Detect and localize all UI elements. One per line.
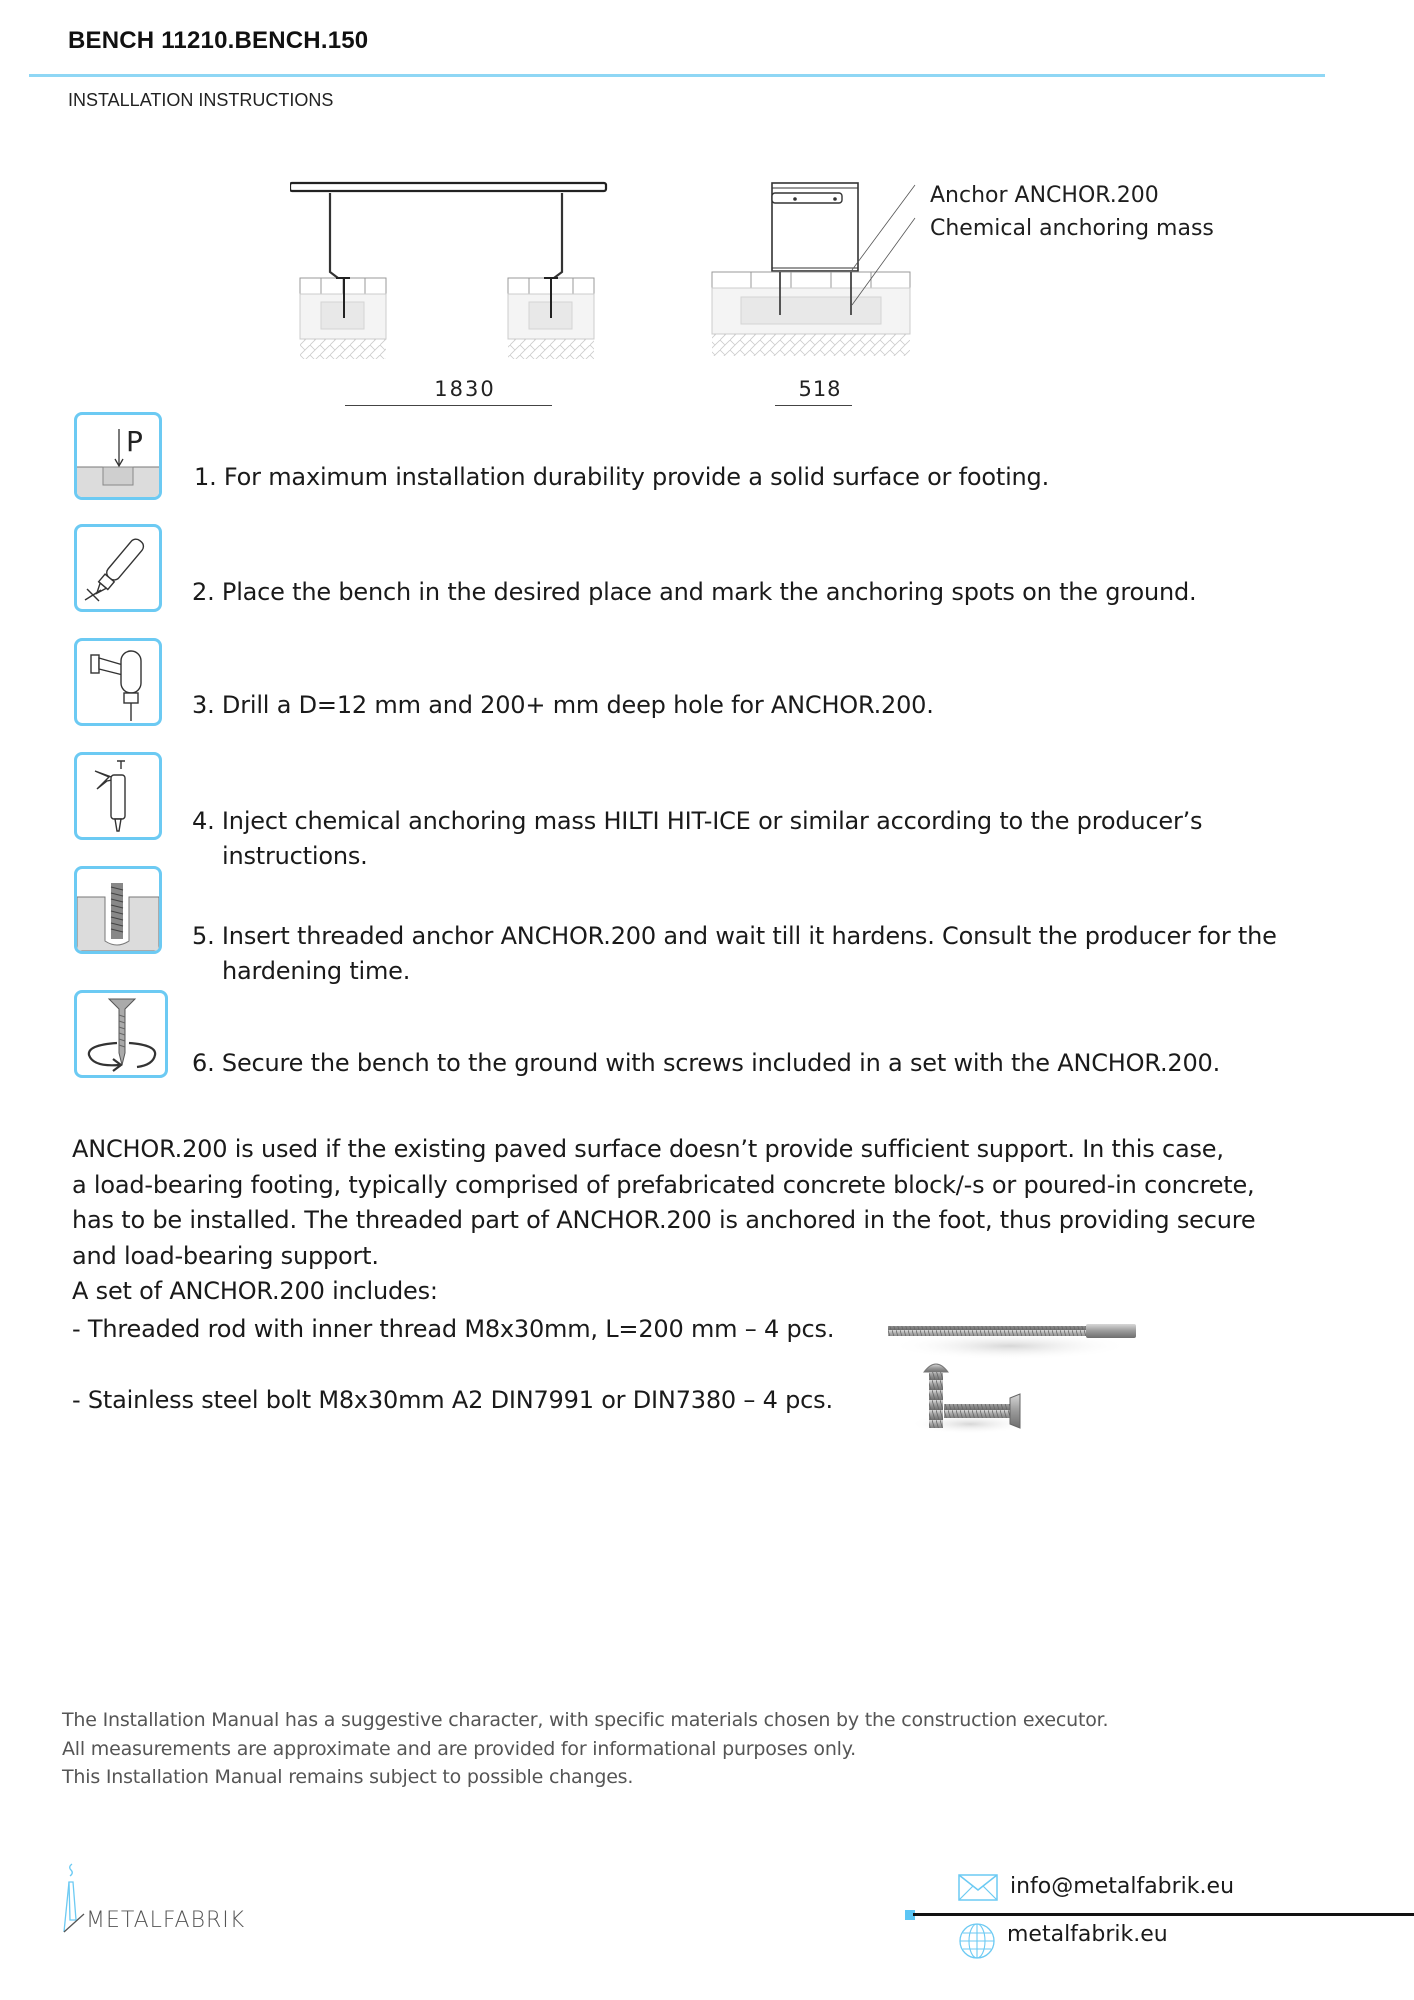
bench-front-view-drawing [290,175,630,365]
left-footing [300,278,386,359]
document-title: BENCH 11210.BENCH.150 [68,27,369,54]
svg-text:P: P [126,425,143,458]
disclaimer-line: The Installation Manual has a suggestive character, with specific materials chosen by the construction executor. [62,1709,1109,1731]
callout-chemical-mass: Chemical anchoring mass [930,216,1214,241]
bench-side-view-drawing [700,180,940,360]
disclaimer-line: All measurements are approximate and are provided for informational purposes only. [62,1737,856,1760]
header-divider [29,74,1325,77]
step-3-text: 3. Drill a D=12 mm and 200+ mm deep hole for ANCHOR.200. [192,691,934,719]
callout-anchor: Anchor ANCHOR.200 [930,183,1159,208]
set-item-bolt: - Stainless steel bolt M8x30mm A2 DIN7991 or DIN7380 – 4 pcs. [72,1386,833,1414]
disclaimer [62,1706,1108,1792]
front-dimension-line [345,405,552,406]
front-view-dimension: 1830 [434,377,496,401]
globe-icon [958,1922,996,1964]
description-line: has to be installed. The threaded part of ANCHOR.200 is anchored in the foot, thus providing secure [72,1206,1256,1234]
set-item-threaded-rod: - Threaded rod with inner thread M8x30mm, L=200 mm – 4 pcs. [72,1315,835,1343]
step-2-text: 2. Place the bench in the desired place and mark the anchoring spots on the ground. [192,578,1197,606]
step-1-text: 1. For maximum installation durability provide a solid surface or footing. [194,463,1050,491]
step-5-text: 5. Insert threaded anchor ANCHOR.200 and wait till it hardens. Consult the producer for the [192,922,1277,950]
step-4-text: 4. Inject chemical anchoring mass HILTI HIT-ICE or similar according to the producer’s [192,807,1203,835]
anchor-description [72,1132,1392,1310]
threaded-anchor-icon [74,866,162,954]
description-line: ANCHOR.200 is used if the existing paved surface doesn’t provide sufficient support. In this case, [72,1135,1224,1163]
step-4-text-cont: instructions. [222,842,368,870]
document-subtitle: INSTALLATION INSTRUCTIONS [68,90,334,110]
email-link[interactable]: info@metalfabrik.eu [1010,1874,1235,1899]
step-5-text-cont: hardening time. [222,957,411,985]
threaded-rod-and-bolts-image [880,1320,1140,1440]
drill-icon [74,638,162,726]
marker-pen-icon [74,524,162,612]
disclaimer-line: This Installation Manual remains subject to possible changes. [62,1766,634,1788]
website-link[interactable]: metalfabrik.eu [1007,1922,1168,1947]
logo-text: METALFABRIK [86,1908,246,1933]
email-icon [958,1874,998,1906]
description-line: A set of ANCHOR.200 includes: [72,1277,438,1305]
description-line: and load-bearing support. [72,1241,379,1270]
screw-rotate-icon [74,990,168,1078]
solid-surface-pressure-icon [74,412,162,500]
right-footing [508,278,594,359]
step-6-text: 6. Secure the bench to the ground with screws included in a set with the ANCHOR.200. [192,1049,1221,1077]
side-dimension-line [775,405,852,406]
caulk-gun-icon [74,752,162,840]
footer-divider [913,1913,1414,1916]
metalfabrik-logo [60,1862,290,1938]
side-view-dimension: 518 [798,377,842,401]
description-line: a load-bearing footing, typically comprised of prefabricated concrete block/-s or poured-in concrete, [72,1170,1255,1199]
